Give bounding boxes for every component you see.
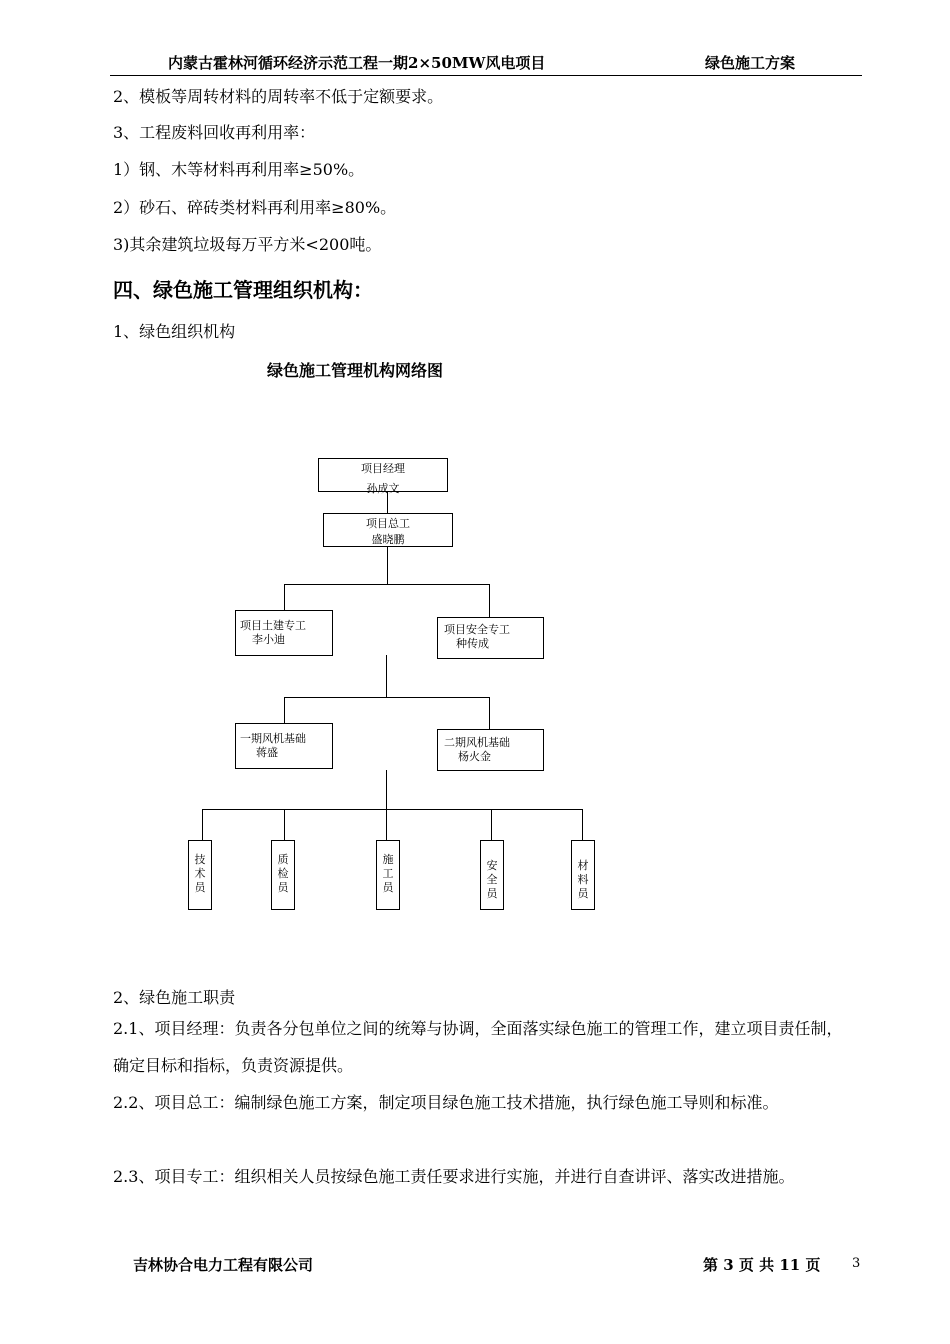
node-role: 项目经理 xyxy=(361,462,405,475)
paragraph-sand-brick: 2）砂石、碎砖类材料再利用率≥80%。 xyxy=(113,198,397,217)
subheading-duties: 2、绿色施工职责 xyxy=(113,988,236,1007)
connector-line xyxy=(582,809,583,841)
node-person: 孙成文 xyxy=(366,482,400,495)
connector-line xyxy=(284,809,285,841)
node-staff-label: 质检员 xyxy=(277,853,289,894)
node-staff-label: 材料员 xyxy=(577,859,589,900)
node-staff-inspector xyxy=(271,840,295,910)
node-staff-label: 施工员 xyxy=(382,853,394,894)
connector-line xyxy=(386,770,387,810)
node-role: 一期风机基础 xyxy=(240,732,306,745)
subheading-org: 1、绿色组织机构 xyxy=(113,322,236,341)
node-role: 项目总工 xyxy=(366,517,410,530)
footer-page-number: 3 xyxy=(852,1256,861,1271)
header-doc-type: 绿色施工方案 xyxy=(705,54,796,72)
connector-line xyxy=(489,584,490,618)
node-phase1-foundation xyxy=(235,723,333,769)
org-chart-title: 绿色施工管理机构网络图 xyxy=(267,361,444,380)
connector-line xyxy=(284,697,285,724)
connector-line xyxy=(202,809,583,810)
paragraph-other-waste: 3)其余建筑垃圾每万平方米<200吨。 xyxy=(113,235,382,254)
connector-line xyxy=(387,546,388,584)
node-person: 李小迪 xyxy=(252,633,285,646)
node-staff-materials xyxy=(571,840,595,910)
node-staff-safety xyxy=(480,840,504,910)
paragraph-duty-specialist: 2.3、项目专工：组织相关人员按绿色施工责任要求进行实施，并进行自查讲评、落实改进措施。 xyxy=(113,1167,795,1186)
node-person: 盛晓鹏 xyxy=(371,533,405,546)
connector-line xyxy=(386,809,387,841)
header-rule xyxy=(110,75,862,76)
node-phase2-foundation xyxy=(437,729,544,771)
node-person: 蒋盛 xyxy=(256,746,278,759)
connector-line xyxy=(284,584,490,585)
node-role: 项目安全专工 xyxy=(444,623,510,636)
section-heading: 四、绿色施工管理组织机构： xyxy=(113,278,373,302)
node-staff-builder xyxy=(376,840,400,910)
node-role: 项目土建专工 xyxy=(240,619,306,632)
node-safety-engineer xyxy=(437,617,544,659)
paragraph-duty-manager: 2.1、项目经理：负责各分包单位之间的统筹与协调，全面落实绿色施工的管理工作，建立项目责任制，确定目标和指标，负责资源提供。 xyxy=(113,1019,843,1075)
header-title: 内蒙古霍林河循环经济示范工程一期2×50MW风电项目 xyxy=(168,54,546,72)
node-staff-label: 安全员 xyxy=(486,859,498,900)
node-civil-engineer xyxy=(235,610,333,656)
paragraph-recycle-rate: 3、工程废料回收再利用率： xyxy=(113,123,316,142)
node-staff-technician xyxy=(188,840,212,910)
connector-line xyxy=(491,809,492,841)
paragraph-steel-wood: 1）钢、木等材料再利用率≥50%。 xyxy=(113,160,365,179)
node-person: 种传成 xyxy=(456,637,489,650)
connector-line xyxy=(284,584,285,611)
node-project-manager xyxy=(318,458,448,495)
connector-line xyxy=(284,697,490,698)
node-chief-engineer xyxy=(323,513,453,547)
paragraph-turnover-rate: 2、模板等周转材料的周转率不低于定额要求。 xyxy=(113,87,444,106)
node-role: 二期风机基础 xyxy=(444,736,510,749)
paragraph-duty-chief: 2.2、项目总工：编制绿色施工方案，制定项目绿色施工技术措施，执行绿色施工导则和标准。 xyxy=(113,1093,779,1112)
footer-page-label: 第 3 页 共 11 页 xyxy=(703,1256,821,1274)
node-staff-label: 技术员 xyxy=(194,853,206,894)
node-person: 杨火金 xyxy=(458,750,491,763)
connector-line xyxy=(489,697,490,730)
footer-company: 吉林协合电力工程有限公司 xyxy=(133,1256,314,1274)
connector-line xyxy=(386,655,387,697)
connector-line xyxy=(202,809,203,841)
